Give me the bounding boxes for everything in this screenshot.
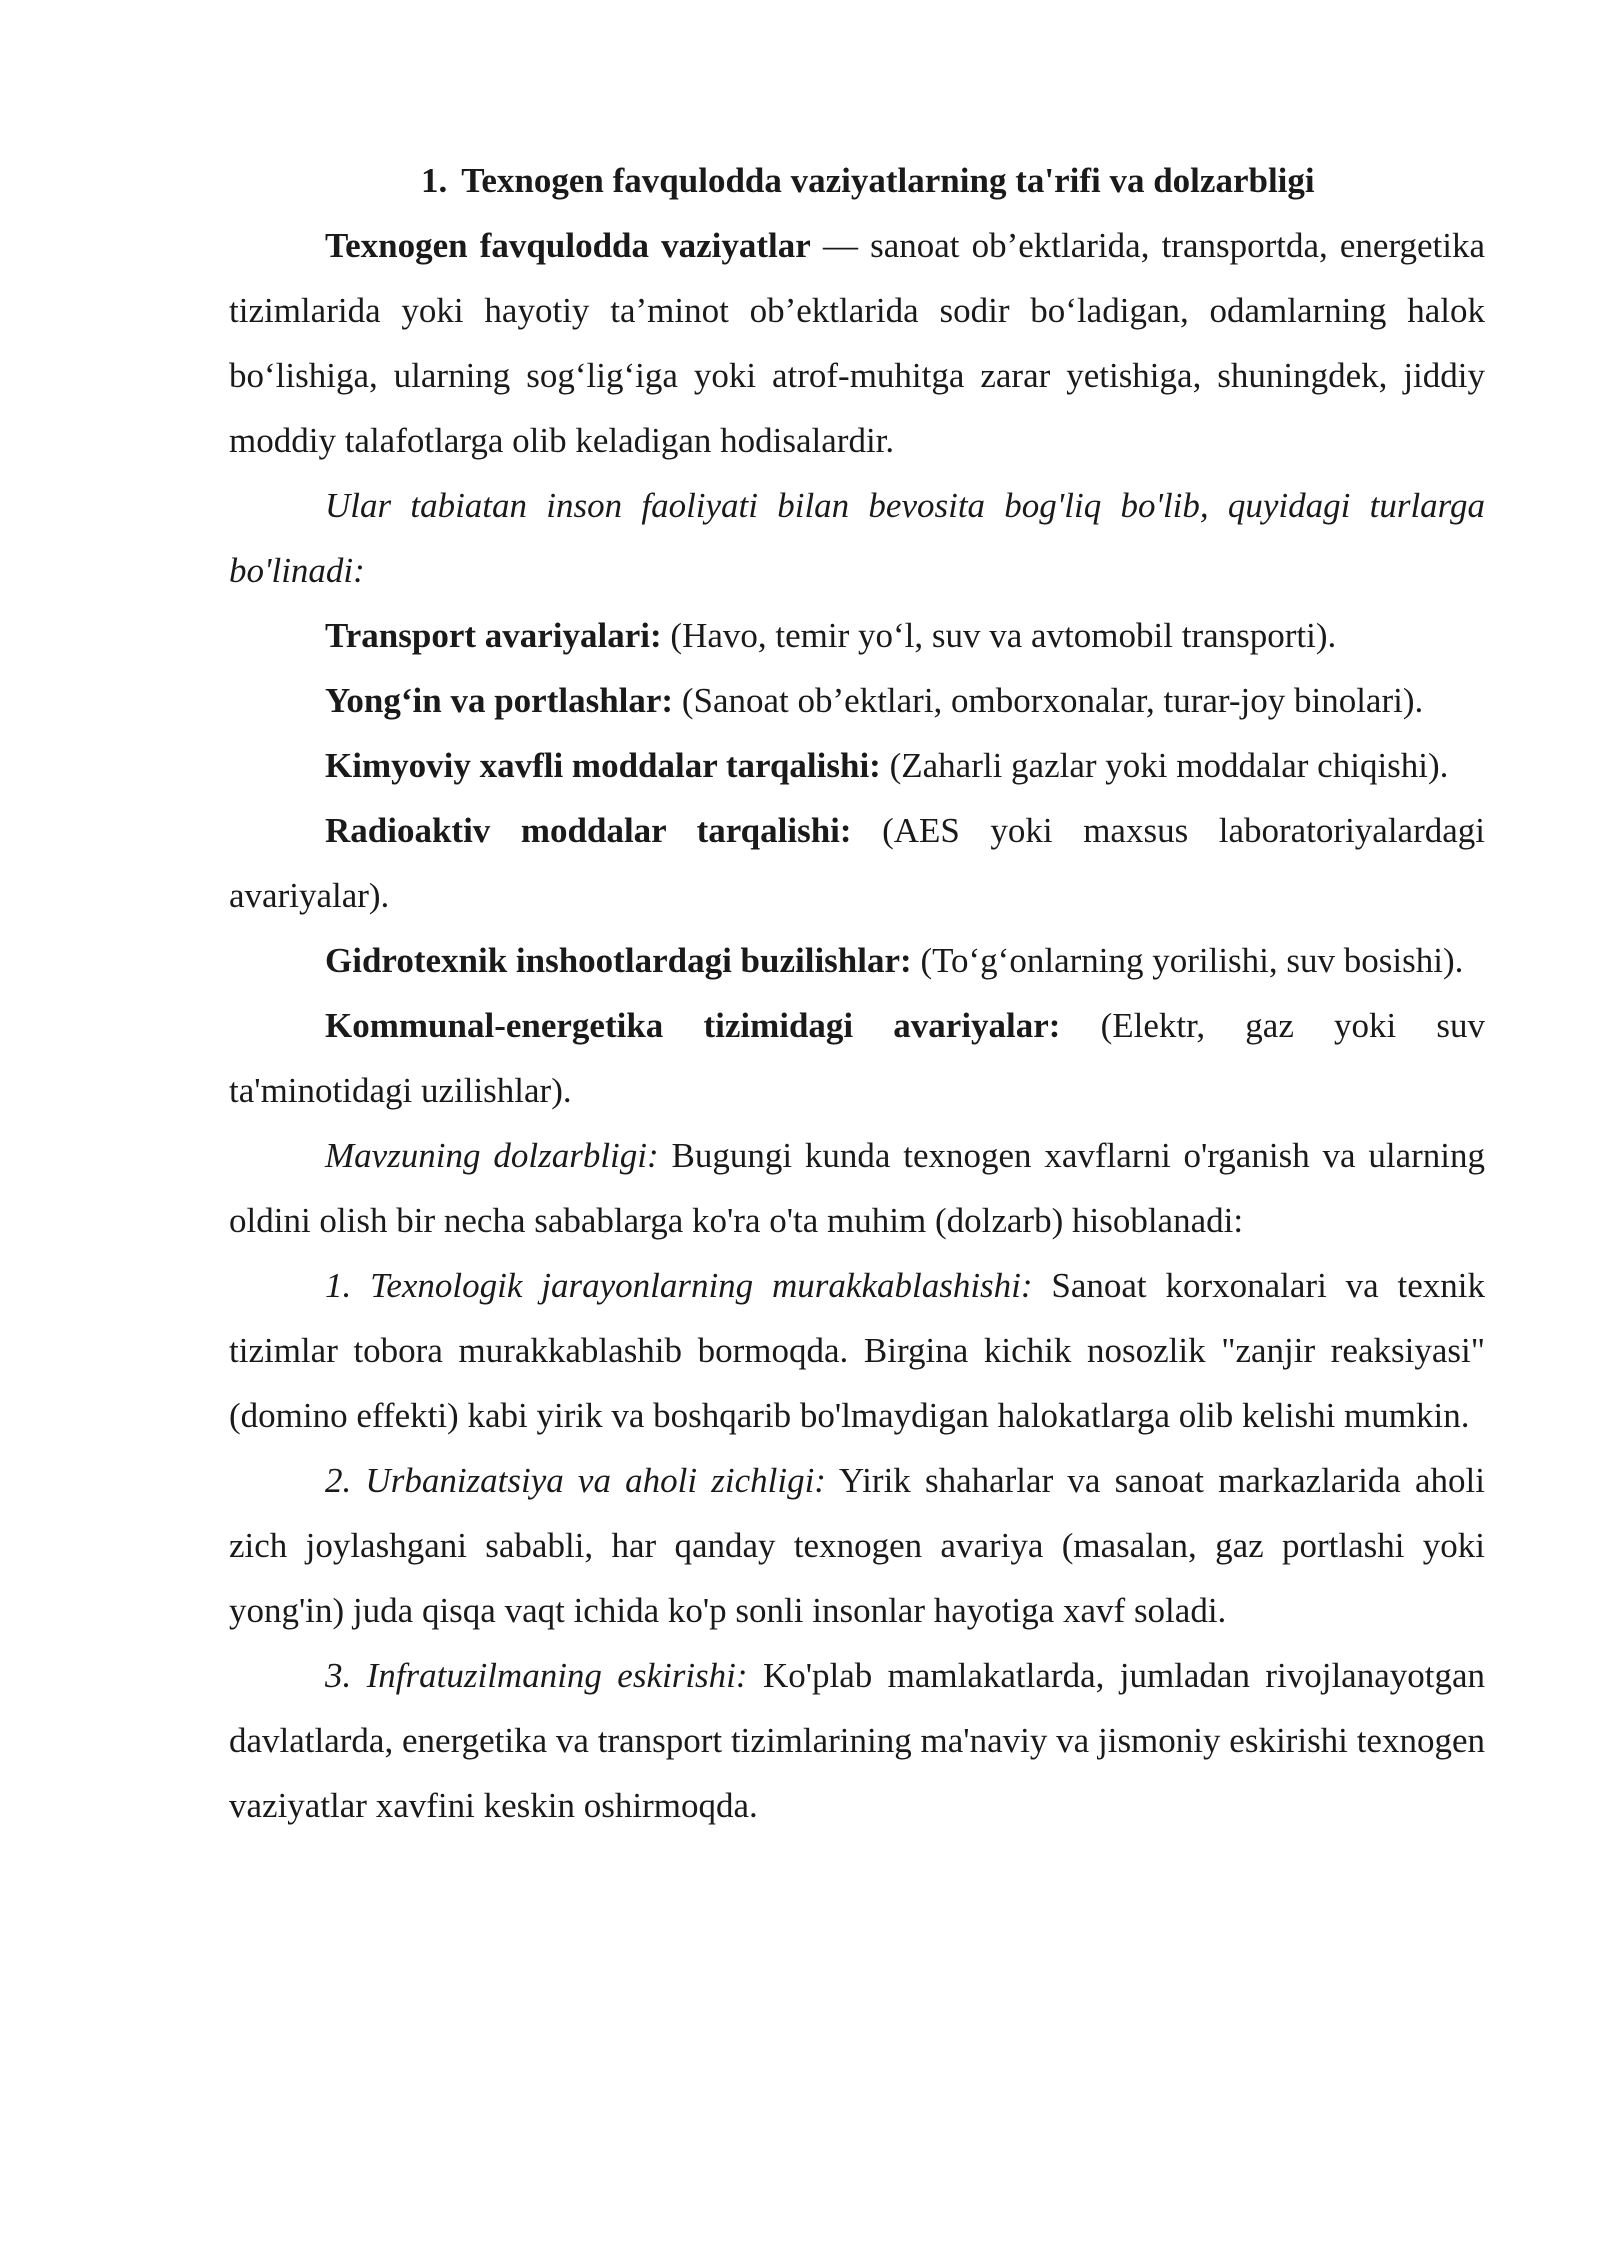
type-label: Radioaktiv moddalar tarqalishi:	[325, 811, 852, 850]
reason-text: Sanoat korxonalari va texnik tizimlar tobora murakkablashib bormoqda. Birgina kichik nosozlik "zanjir reaksiyasi" (domino effekti) kabi yirik va boshqarib bo'lmaydigan halokatlarga olib kelishi mumkin.	[229, 1266, 1485, 1435]
reason-label: 1. Texnologik jarayonlarning murakkablashishi:	[325, 1266, 1033, 1305]
intro-paragraph: Ular tabiatan inson faoliyati bilan bevosita bog'liq bo'lib, quyidagi turlarga bo'linadi:	[229, 486, 1485, 590]
relevance-paragraph	[229, 1123, 1485, 1253]
type-label: Transport avariyalari:	[325, 616, 662, 655]
type-item	[229, 798, 1485, 928]
type-text: (Havo, temir yo‘l, suv va avtomobil transporti).	[661, 616, 1337, 655]
section-number: 1.	[421, 161, 448, 200]
reason-text: Yirik shaharlar va sanoat markazlarida aholi zich joylashgani sababli, har qanday texnogen avariya (masalan, gaz portlashi yoki yong'in) juda qisqa vaqt ichida ko'p sonli insonlar hayotiga xavf soladi.	[229, 1461, 1485, 1630]
relevance-text: Bugungi kunda texnogen xavflarni o'rganish va ularning oldini olish bir necha sabablarga ko'ra o'ta muhim (dolzarb) hisoblanadi:	[229, 1136, 1486, 1240]
definition-term: Texnogen favqulodda vaziyatlar	[325, 226, 811, 265]
section-heading	[229, 148, 1485, 213]
section-title: Texnogen favqulodda vaziyatlarning ta'rifi va dolzarbligi	[461, 161, 1315, 200]
type-label: Kommunal-energetika tizimidagi avariyalar:	[325, 1006, 1061, 1045]
definition-paragraph	[229, 213, 1485, 473]
reason-text: Ko'plab mamlakatlarda, jumladan rivojlanayotgan davlatlarda, energetika va transport tizimlarining ma'naviy va jismoniy eskirishi texnogen vaziyatlar xavfini keskin oshirmoqda.	[229, 1656, 1485, 1825]
reason-label: 3. Infratuzilmaning eskirishi:	[325, 1656, 748, 1695]
type-label: Kimyoviy xavfli moddalar tarqalishi:	[325, 746, 881, 785]
reason-label: 2. Urbanizatsiya va aholi zichligi:	[325, 1461, 826, 1500]
type-item	[229, 733, 1485, 798]
type-text: (To‘g‘onlarning yorilishi, suv bosishi).	[911, 941, 1464, 980]
definition-text: — sanoat ob’ektlarida, transportda, energetika tizimlarida yoki hayotiy ta’minot ob’ektlarida sodir bo‘ladigan, odamlarning halok bo‘lishiga, ularning sog‘lig‘iga yoki atrof-muhitga zarar yetishiga, shuningdek, jiddiy moddiy talafotlarga olib keladigan hodisalardir.	[229, 226, 1486, 460]
reason-item	[229, 1643, 1485, 1838]
type-label: Gidrotexnik inshootlardagi buzilishlar:	[325, 941, 912, 980]
document-page	[229, 148, 1485, 1838]
type-text: (Elektr, gaz yoki suv ta'minotidagi uzilishlar).	[229, 1006, 1485, 1110]
type-text: (Zaharli gazlar yoki moddalar chiqishi).	[880, 746, 1449, 785]
type-item	[229, 993, 1485, 1123]
type-item	[229, 668, 1485, 733]
type-item	[229, 603, 1485, 668]
type-label: Yong‘in va portlashlar:	[325, 681, 674, 720]
type-text: (AES yoki maxsus laboratoriyalardagi avariyalar).	[229, 811, 1485, 915]
reason-item	[229, 1448, 1485, 1643]
type-text: (Sanoat ob’ektlari, omborxonalar, turar-joy binolari).	[673, 681, 1424, 720]
reason-item	[229, 1253, 1485, 1448]
type-item	[229, 928, 1485, 993]
relevance-label: Mavzuning dolzarbligi:	[325, 1136, 659, 1175]
